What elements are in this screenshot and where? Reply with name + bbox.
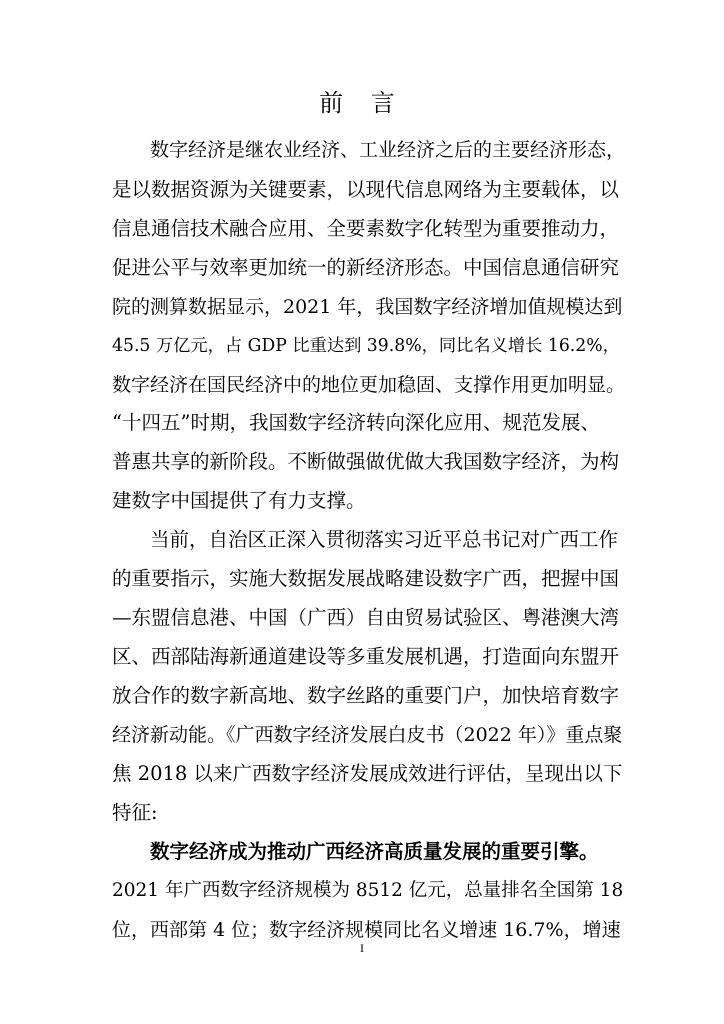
text-line: “十四五”时期，我国数字经济转向深化应用、规范发展、 xyxy=(112,411,600,434)
text-line: 院的测算数据显示，2021 年，我国数字经济增加值规模达到 xyxy=(112,296,623,318)
text-line: 放合作的数字新高地、数字丝路的重要门户，加快培育数字 xyxy=(112,684,620,707)
text-line: 的重要指示，实施大数据发展战略建设数字广西，把握中国 xyxy=(112,567,620,590)
page-number: I xyxy=(360,941,364,955)
text-line: 是以数据资源为关键要素，以现代信息网络为主要载体，以 xyxy=(112,178,620,201)
text-line: 45.5 万亿元，占 GDP 比重达到 39.8%，同比名义增长 16.2%， xyxy=(112,336,620,356)
text-line: —东盟信息港、中国（广西）自由贸易试验区、粤港澳大湾 xyxy=(112,606,620,629)
text-line: 焦 2018 以来广西数字经济发展成效进行评估，呈现出以下 xyxy=(112,762,623,785)
text-line: 数字经济在国民经济中的地位更加稳固、支撑作用更加明显。 xyxy=(112,374,626,396)
text-line: 2021 年广西数字经济规模为 8512 亿元，总量排名全国第 18 xyxy=(112,880,624,901)
text-line: 普惠共享的新阶段。不断做强做优做大我国数字经济，为构 xyxy=(112,450,620,473)
text-line: 区、西部陆海新通道建设等多重发展机遇，打造面向东盟开 xyxy=(112,645,620,668)
text-line: 促进公平与效率更加统一的新经济形态。中国信息通信研究 xyxy=(112,256,620,279)
text-line: 特征: xyxy=(112,801,158,824)
text-line: 建数字中国提供了有力支撑。 xyxy=(112,489,366,512)
text-line: 位，西部第 4 位；数字经济规模同比名义增速 16.7%，增速 xyxy=(112,919,621,941)
text-line: 数字经济是继农业经济、工业经济之后的主要经济形态， xyxy=(150,139,626,161)
text-line: 经济新动能。《广西数字经济发展白皮书（2022 年）》重点聚 xyxy=(112,724,623,746)
section-heading-line: 数字经济成为推动广西经济高质量发展的重要引擎。 xyxy=(150,840,599,863)
text-line: 当前，自治区正深入贯彻落实习近平总书记对广西工作 xyxy=(150,528,619,551)
text-line: 信息通信技术融合应用、全要素数字化转型为重要推动力， xyxy=(112,217,620,240)
page-title: 前 言 xyxy=(319,89,405,117)
